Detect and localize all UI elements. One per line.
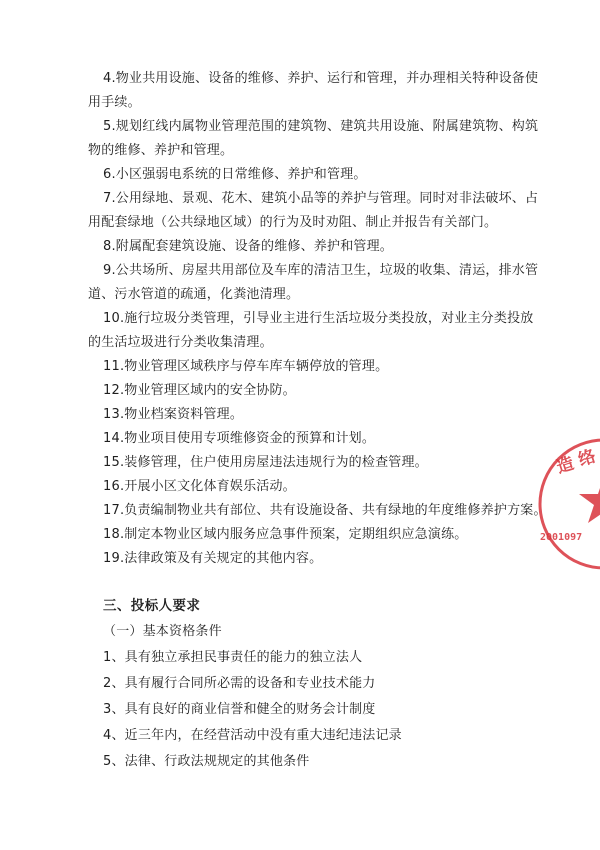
condition-item: 4、近三年内，在经营活动中没有重大违纪违法记录 [103, 728, 402, 743]
list-item: 9.公共场所、房屋共用部位及车库的清洁卫生，垃圾的收集、清运，排水管 [103, 263, 539, 278]
section-subheading: （一）基本资格条件 [103, 624, 222, 639]
list-item: 15.装修管理，住户使用房屋违法违规行为的检查管理。 [103, 455, 428, 470]
list-item: 7.公用绿地、景观、花木、建筑小品等的养护与管理。同时对非法破坏、占 [103, 191, 539, 206]
condition-item: 1、具有独立承担民事责任的能力的独立法人 [103, 650, 363, 665]
list-item: 17.负责编制物业共有部位、共有设施设备、共有绿地的年度维修养护方案。 [103, 503, 547, 518]
seal-number: 2001097 [540, 532, 583, 543]
list-item: 6.小区强弱电系统的日常维修、养护和管理。 [103, 167, 367, 182]
list-item: 4.物业共用设施、设备的维修、养护、运行和管理，并办理相关特种设备使 [103, 71, 539, 86]
list-item: 用配套绿地（公共绿地区域）的行为及时劝阻、制止并报告有关部门。 [88, 215, 498, 230]
list-item: 12.物业管理区域内的安全协防。 [103, 383, 296, 398]
list-item: 11.物业管理区域秩序与停车库车辆停放的管理。 [103, 359, 389, 374]
condition-item: 2、具有履行合同所必需的设备和专业技术能力 [103, 676, 376, 691]
company-seal-stamp [534, 434, 600, 574]
list-item: 10.施行垃圾分类管理，引导业主进行生活垃圾分类投放，对业主分类投放 [103, 311, 534, 326]
list-item: 的生活垃圾进行分类收集清理。 [88, 335, 273, 350]
section-heading: 三、投标人要求 [103, 598, 201, 614]
list-item: 5.规划红线内属物业管理范围的建筑物、建筑共用设施、附属建筑物、构筑 [103, 119, 539, 134]
seal-text: 造 络 [554, 446, 599, 478]
list-item: 19.法律政策及有关规定的其他内容。 [103, 551, 323, 566]
list-item: 16.开展小区文化体育娱乐活动。 [103, 479, 296, 494]
list-item: 13.物业档案资料管理。 [103, 407, 244, 422]
list-item: 用手续。 [88, 95, 141, 110]
list-item: 8.附属配套建筑设施、设备的维修、养护和管理。 [103, 239, 394, 254]
list-item: 道、污水管道的疏通，化粪池清理。 [88, 287, 300, 302]
condition-item: 3、具有良好的商业信誉和健全的财务会计制度 [103, 702, 376, 717]
condition-item: 5、法律、行政法规规定的其他条件 [103, 754, 310, 769]
list-item: 18.制定本物业区域内服务应急事件预案，定期组织应急演练。 [103, 527, 468, 542]
list-item: 物的维修、养护和管理。 [88, 143, 234, 158]
list-item: 14.物业项目使用专项维修资金的预算和计划。 [103, 431, 376, 446]
